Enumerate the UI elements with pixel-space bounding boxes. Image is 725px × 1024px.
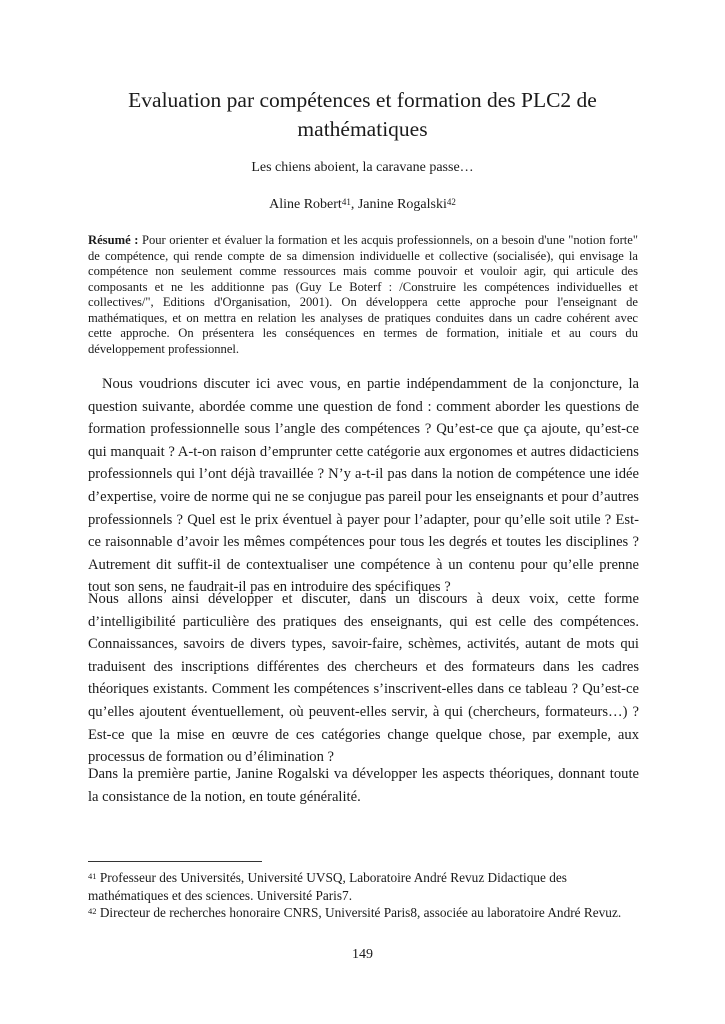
body-paragraph: Dans la première partie, Janine Rogalski va développer les aspects théoriques, donnant toute la consistance de la notion, en toute généralité. [88, 766, 639, 805]
footnote-ref[interactable]: 41 [341, 197, 351, 207]
page-number: 149 [352, 947, 373, 962]
author-separator: , [350, 197, 358, 212]
footnote-number: 41 [88, 871, 97, 881]
abstract-text: Pour orienter et évaluer la formation et les acquis professionnels, on a besoin d'une "notion forte" de compétence, qui rende compte de sa dimension individuelle et collective (socialisée), qui envisage la compétence non seulement comme ressources mais comme pouvoir et vouloir agir, qui articule des composants et ne les additionne pas (Guy Le Boterf : /Construire les compétences individuelles et collectives/", Editions d'Organisation, 2001). On développera cette approche pour l'enseignant de mathématiques, et on mettra en relation les analyses de pratiques conduites dans un cadre cohérent avec cette approche. On présentera les conséquences en termes de formation, initiale et au cours du développement professionnel. [88, 233, 639, 356]
footnote-separator [88, 861, 262, 862]
author-name: Aline Robert [269, 197, 342, 212]
paper-title: Evaluation par compétences et formation des PLC2 de mathématiques [128, 88, 597, 141]
abstract-label: Résumé : [88, 233, 139, 247]
body-paragraph: Nous allons ainsi développer et discuter, dans un discours à deux voix, cette forme d’intelligibilité particulière des pratiques des enseignants, qui est celle des compétences. Connaissances, savoirs de divers types, savoir-faire, schèmes, activités, autant de mots qui traduisent des inscriptions différentes des chercheurs et des formateurs dans les cadres théoriques existants. Comment les compétences s’inscrivent-elles dans ce tableau ? Qu’est-ce qu’elles ajoutent éventuellement, où peuvent-elles servir, à qui (chercheurs, formateurs…) ? Est-ce que la mise en œuvre de ces catégories change quelque chose, par exemple, aux processus de formation ou d’élimination ? [88, 591, 639, 766]
footnote [88, 904, 639, 922]
epigraph-subtitle: Les chiens aboient, la caravane passe… [251, 160, 474, 175]
author-name: Janine Rogalski [357, 197, 447, 212]
body-paragraph: Nous voudrions discuter ici avec vous, en partie indépendamment de la conjoncture, la question suivante, abordée comme une question de fond : comment aborder les questions de formation professionnelle sous l’angle des compétences ? Qu’est-ce que ça ajoute, qu’est-ce qui manquait ? A-t-on raison d’emprunter cette catégorie aux ergonomes et autres didacticiens professionnels qui l’ont déjà travaillée ? N’y a-t-il pas dans la notion de compétence une idée d’expertise, voire de norme qui ne se conjugue pas pareil pour les enseignants et pour d’autres professionnels ? Quel est le prix éventuel à payer pour l’adapter, pour qu’elle soit utile ? Est-ce raisonnable d’avoir les mêmes compétences pour tous les degrés et toutes les disciplines ? Autrement dit suffit-il de contextualiser une compétence à un contenu pour qu’elle prenne tout son sens, ne faudrait-il pas en introduire des spécifiques ? [88, 376, 639, 596]
footnote-ref[interactable]: 42 [446, 197, 456, 207]
abstract [88, 233, 638, 357]
footnote-number: 42 [88, 906, 97, 916]
footnote-text: Directeur de recherches honoraire CNRS, Université Paris8, associée au laboratoire André Revuz. [96, 905, 622, 920]
author-line [88, 196, 637, 214]
footnote-text: Professeur des Universités, Université UVSQ, Laboratoire André Revuz Didactique des mathématiques et des sciences. Université Paris7. [88, 870, 567, 903]
footnote [88, 869, 639, 905]
